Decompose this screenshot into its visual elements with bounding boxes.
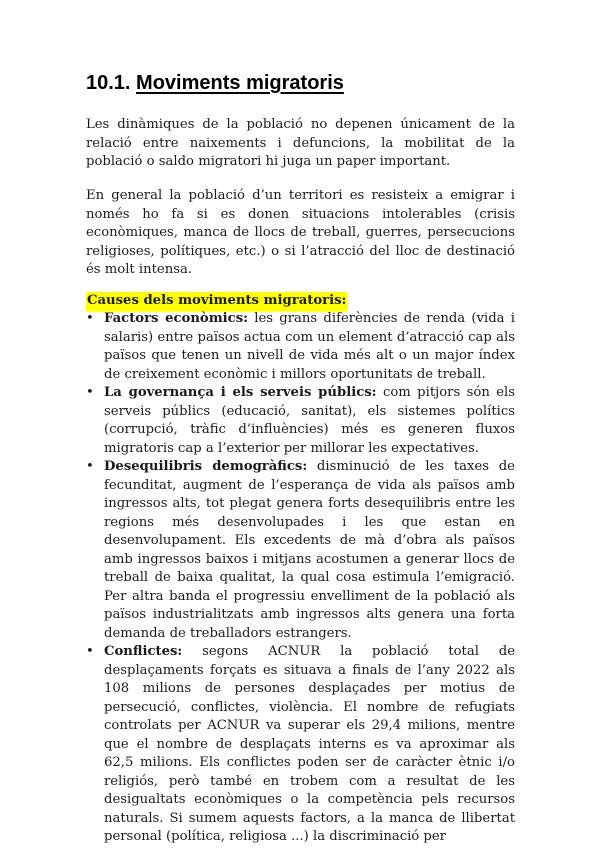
list-item [86, 310, 515, 384]
item-label: La governança i els serveis públics: [104, 385, 377, 400]
bullet-icon: • [86, 644, 94, 659]
section-title: Moviments migratoris [136, 72, 344, 94]
causes-list [86, 310, 515, 847]
section-heading [86, 70, 344, 96]
item-text: les grans diferències de renda (vida i salaris) entre països actua com un element d’atracció cap als països que tenen un nivell de vida més alt o un major índex de creixement econòmic i millors oportunitats de treball. [104, 311, 515, 382]
intro-paragraph: Les dinàmiques de la població no depenen únicament de la relació entre naixements i defuncions, la mobilitat de la població o saldo migratori hi juga un paper important. [86, 117, 515, 169]
context-paragraph: En general la població d’un territori es resisteix a emigrar i només ho fa si es donen situacions intolerables (crisis econòmiques, manca de llocs de treball, guerres, persecucions religioses, polítiques, etc.) o si l’atracció del lloc de destinació és molt intensa. [86, 188, 515, 277]
bullet-icon: • [86, 459, 94, 474]
list-item [86, 643, 515, 847]
item-label: Conflictes: [104, 644, 183, 659]
bullet-icon: • [86, 385, 94, 400]
section-number: 10.1. [86, 72, 131, 94]
item-label: Factors econòmics: [104, 311, 249, 326]
item-label: Desequilibris demogràfics: [104, 459, 308, 474]
list-item [86, 384, 515, 458]
causes-heading: Causes dels moviments migratoris: [86, 292, 347, 311]
list-item [86, 458, 515, 643]
item-text: disminució de les taxes de fecunditat, augment de l’esperança de vida als països amb ingressos alts, tot plegat genera forts desequilibris entre les regions més desenvolupades i les que estan en desenvolupament. Els excedents de mà d’obra als països amb ingressos baixos i mitjans acostumen a generar llocs de treball de baixa qualitat, la qual cosa estimula l’emigració. Per altra banda el progressiu envelliment de la població als països industrialitzats amb ingressos alts genera una forta demanda de treballadors estrangers. [104, 459, 515, 641]
item-text: com pitjors són els serveis públics (educació, sanitat), els sistemes polítics (corrupció, tràfic d’influències) més es generen fluxos migratoris cap a l’exterior per millorar les expectatives. [104, 385, 515, 456]
item-text: segons ACNUR la població total de desplaçaments forçats es situava a finals de l’any 2022 als 108 milions de persones desplaçades per motius de persecució, conflictes, violència. El nombre de refugiats controlats per ACNUR va superar els 29,4 milions, mentre que el nombre de desplaçats interns es va aproximar als 62,5 milions. Els conflictes poden ser de caràcter ètnic i/o religiós, però també en trobem com a resultat de les desigualtats econòmiques o la competència pels recursos naturals. Si sumem aquests factors, a la manca de llibertat personal (política, religiosa ...) la discriminació per [104, 644, 515, 844]
bullet-icon: • [86, 311, 94, 326]
